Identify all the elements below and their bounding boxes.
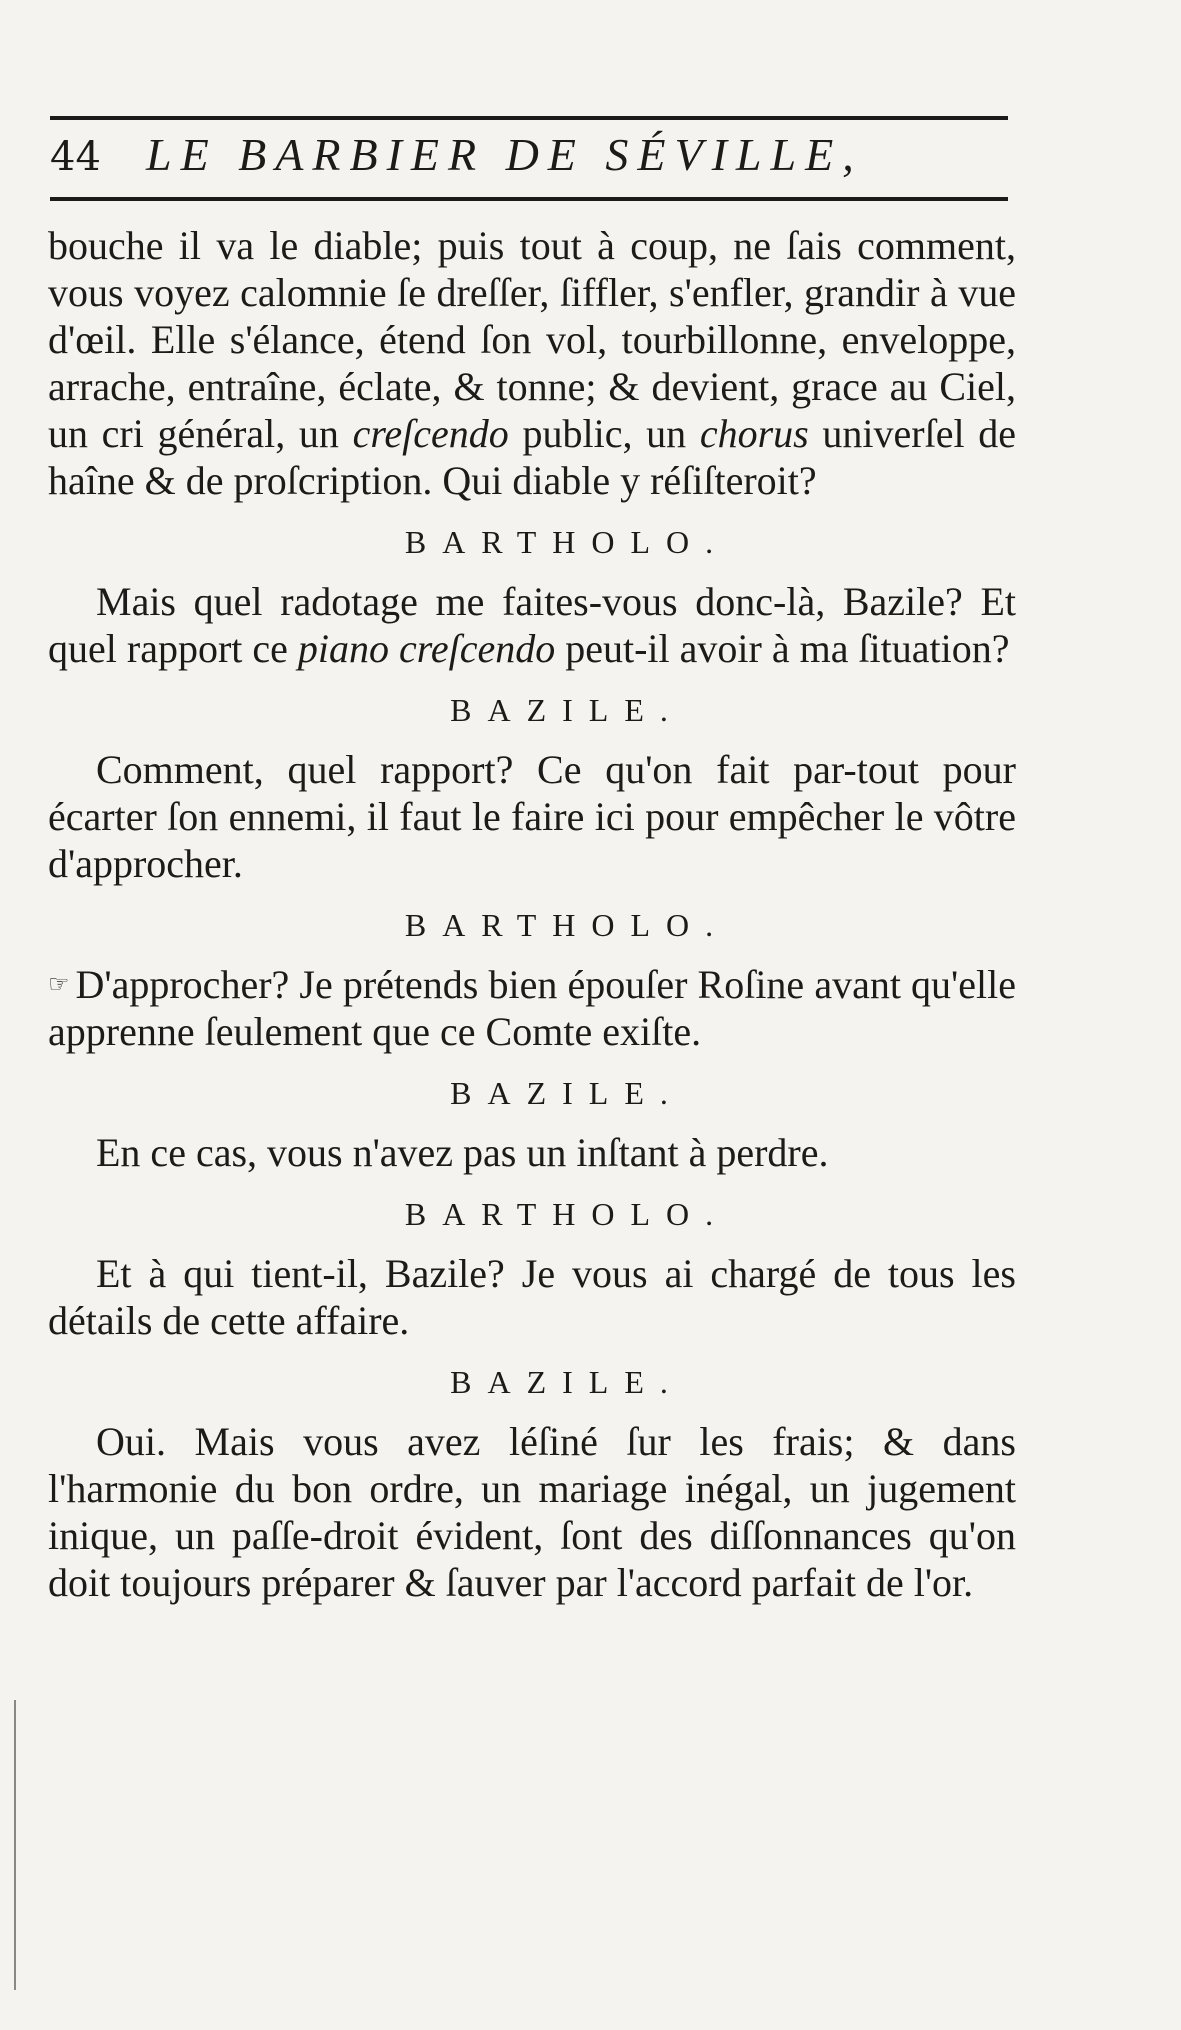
speaker-heading: BAZILE. (450, 1075, 684, 1111)
page-number: 44 (50, 134, 101, 180)
paragraph-text: public, un (508, 411, 700, 456)
paragraph-bartholo (48, 961, 1016, 1055)
paragraph-bartholo: Et à qui tient-il, Bazile? Je vous ai chargé de tous les détails de cette affaire. (48, 1251, 1016, 1343)
italic-term: chorus (699, 411, 809, 456)
body-text (48, 222, 1016, 1606)
header-rule-bottom (50, 197, 1008, 201)
paragraph-text: D'approcher? Je prétends bien épouſer Roſine avant qu'elle apprenne ſeulement que ce Comte exiſte. (48, 962, 1016, 1054)
paragraph-text: Mais quel radotage me faites-vous donc-là, Bazile? Et quel rapport ce (48, 579, 1016, 671)
page-header (50, 128, 1008, 188)
italic-term: creſcendo (352, 411, 509, 456)
paragraph-bazile: En ce cas, vous n'avez pas un inſtant à perdre. (96, 1130, 829, 1175)
speaker-heading: BAZILE. (450, 1364, 684, 1400)
binding-edge-line (14, 1700, 16, 1990)
speaker-heading: BAZILE. (450, 692, 684, 728)
paragraph-text: bouche il va le diable; puis tout à coup, ne ſais comment, vous voyez calomnie ſe dreſſer, ſiffler, s'enfler, grandir à vue d'œil. Elle s'élance, étend ſon vol, tourbillonne, enveloppe, arrache, entraîne, éclate, & tonne; & devient, grace au Ciel, un cri général, un (48, 223, 1016, 456)
paragraph-text: univerſel de haîne & de proſcription. Qui diable y réſiſteroit? (48, 411, 1016, 503)
speaker-heading: BARTHOLO. (404, 907, 730, 943)
paragraph-bazile: Comment, quel rapport? Ce qu'on fait par-tout pour écarter ſon ennemi, il faut le faire ici pour empêcher le vôtre d'approcher. (48, 747, 1016, 886)
paragraph-bartholo (48, 578, 1016, 672)
running-title: LE BARBIER DE SÉVILLE, (146, 129, 863, 180)
paragraph-text: peut-il avoir à ma ſituation? (555, 626, 1010, 671)
header-rule-top (50, 116, 1008, 120)
speaker-heading: BARTHOLO. (404, 524, 730, 560)
paragraph-bazile: Oui. Mais vous avez léſiné ſur les frais; & dans l'harmonie du bon ordre, un mariage inégal, un jugement inique, un paſſe-droit évident, ſont des diſſonnances qu'on doit toujours préparer & ſauver par l'accord parfait de l'or. (48, 1419, 1016, 1605)
paragraph-bazile-continued (48, 222, 1016, 504)
speaker-heading: BARTHOLO. (404, 1196, 730, 1232)
italic-term: piano creſcendo (297, 626, 556, 671)
manicule-icon: ☞ (48, 970, 70, 998)
